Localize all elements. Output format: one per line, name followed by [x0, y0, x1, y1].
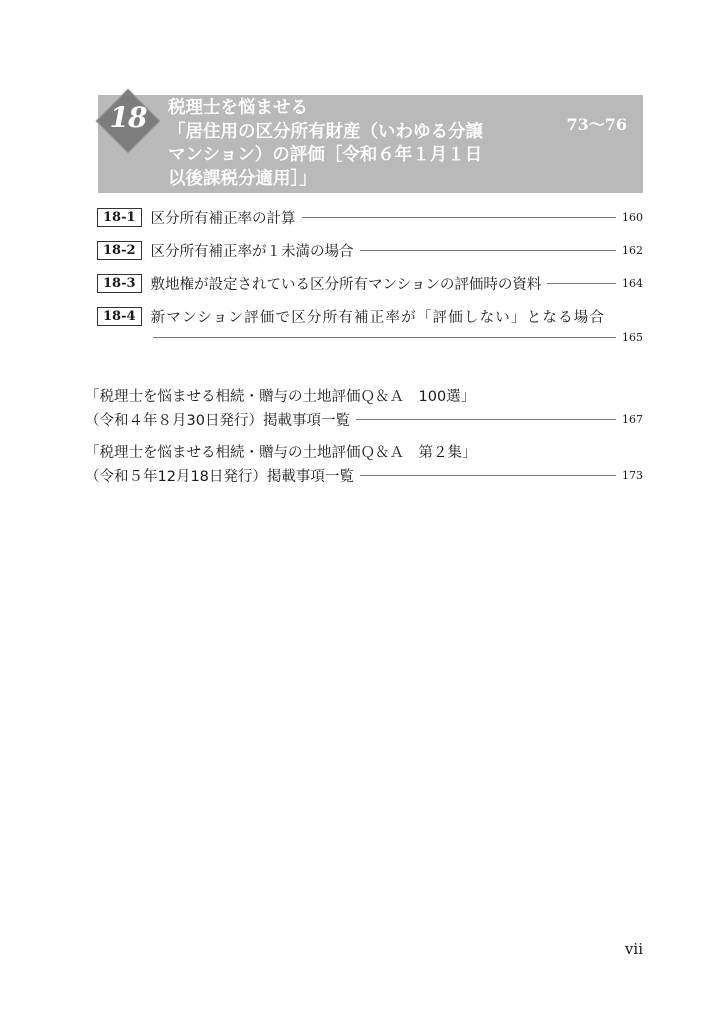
entry-page: 162	[622, 243, 643, 257]
leader-line	[153, 337, 616, 338]
chapter-number: 18	[109, 101, 147, 134]
entry-title: 区分所有補正率の計算	[150, 210, 296, 227]
chapter-title-line: マンション）の評価［令和６年１月１日	[168, 145, 483, 165]
entry-code: 18-2	[97, 241, 142, 260]
appendix-entry-dai2shu[interactable]	[85, 442, 643, 486]
appendix-page: 173	[622, 468, 643, 482]
leader-line	[547, 283, 616, 284]
page-folio: vii	[624, 940, 643, 958]
entry-title: 敷地権が設定されている区分所有マンションの評価時の資料	[150, 276, 542, 293]
appendix-entry-100sen[interactable]	[85, 386, 643, 430]
toc-entry-18-1[interactable]	[97, 207, 643, 227]
toc-entry-18-2[interactable]	[97, 240, 643, 260]
entry-page: 164	[622, 276, 643, 290]
leader-line	[360, 250, 616, 251]
appendix-subtitle: （令和４年８月30日発行）掲載事項一覧	[85, 412, 350, 429]
entry-code: 18-4	[97, 307, 142, 326]
chapter-title-line: 「居住用の区分所有財産（いわゆる分譲	[168, 121, 483, 142]
appendix-page: 167	[622, 412, 643, 426]
toc-entry-18-3[interactable]	[97, 273, 643, 293]
chapter-title-line: 税理士を悩ませる	[168, 98, 308, 118]
toc-entry-18-4[interactable]	[97, 306, 643, 326]
toc-entry-18-4-leader	[153, 330, 643, 344]
chapter-title-line: 以後課税分適用］」	[168, 168, 317, 189]
entry-code: 18-3	[97, 274, 142, 293]
appendix-title: 「税理士を悩ませる相続・贈与の土地評価Ｑ＆Ａ 第２集」	[85, 445, 477, 461]
appendix-title: 「税理士を悩ませる相続・贈与の土地評価Ｑ＆Ａ 100選」	[85, 389, 476, 405]
entry-code: 18-1	[97, 208, 142, 227]
entry-page: 160	[622, 210, 643, 224]
entry-title: 新マンション評価で区分所有補正率が「評価しない」となる場合	[150, 309, 606, 326]
entry-page: 165	[622, 330, 643, 344]
chapter-page-range: 73～76	[566, 115, 627, 134]
leader-line	[356, 419, 616, 420]
appendix-subtitle: （令和５年12月18日発行）掲載事項一覧	[85, 468, 354, 485]
leader-line	[302, 217, 616, 218]
entry-title: 区分所有補正率が１未満の場合	[150, 243, 354, 260]
chapter-title	[168, 97, 548, 191]
leader-line	[360, 475, 616, 476]
chapter-header	[98, 95, 643, 193]
